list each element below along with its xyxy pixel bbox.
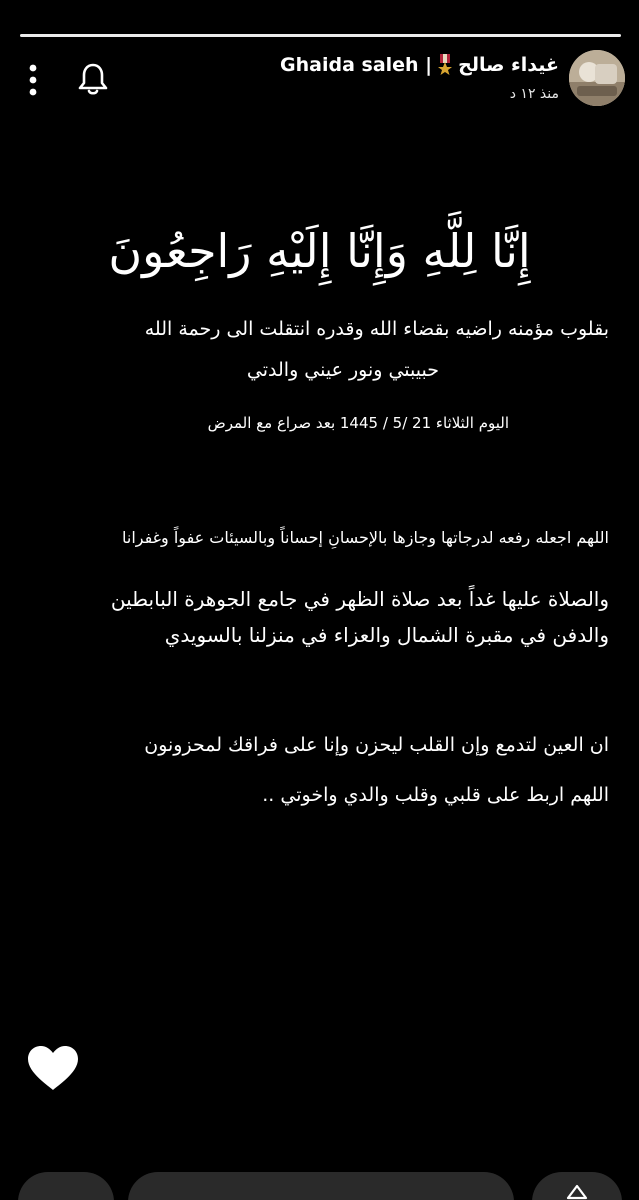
announcement-line: بقلوب مؤمنه راضيه بقضاء الله وقدره انتقلت الى رحمة الله: [144, 318, 609, 340]
prayer-line: اللهم اجعله رفعه لدرجاتها وجازها بالإحسانِ إحساناً وبالسيئات عفواً وغفرانا: [121, 528, 609, 547]
heart-icon[interactable]: [26, 1044, 80, 1092]
camera-button[interactable]: [18, 1172, 114, 1200]
avatar[interactable]: [569, 50, 625, 106]
grief-line: ان العين لتدمع وإن القلب ليحزن وإنا على فراقك لمحزونون: [144, 734, 609, 756]
reply-field[interactable]: [128, 1172, 514, 1200]
user-name-en: Ghaida saleh |: [280, 54, 433, 76]
announcement-line: حبيبتي ونور عيني والدتي: [246, 359, 439, 381]
prayer-line-2: اللهم اربط على قلبي وقلب والدي واخوتي ..: [262, 784, 609, 806]
date-line: اليوم الثلاثاء 21 /5 / 1445 بعد صراع مع المرض: [207, 414, 509, 432]
bell-icon[interactable]: [77, 62, 109, 96]
send-icon: [566, 1182, 588, 1200]
burial-line: والدفن في مقبرة الشمال والعزاء في منزلنا بالسويدي: [164, 623, 609, 647]
quran-verse: إِنَّا لِلَّهِ وَإِنَّا إِلَيْهِ رَاجِعُونَ: [108, 224, 531, 278]
funeral-prayer-line: والصلاة عليها غداً بعد صلاة الظهر في جامع الجوهرة البابطين: [110, 587, 609, 611]
more-vertical-icon[interactable]: [26, 64, 40, 96]
time-ago: منذ ١٢ د: [509, 86, 559, 102]
user-name[interactable]: [280, 54, 559, 76]
user-name-ar: غيداء صالح: [458, 54, 559, 76]
avatar-image: [569, 50, 625, 106]
story-progress-bar: [20, 34, 621, 37]
medal-icon: [436, 54, 454, 76]
